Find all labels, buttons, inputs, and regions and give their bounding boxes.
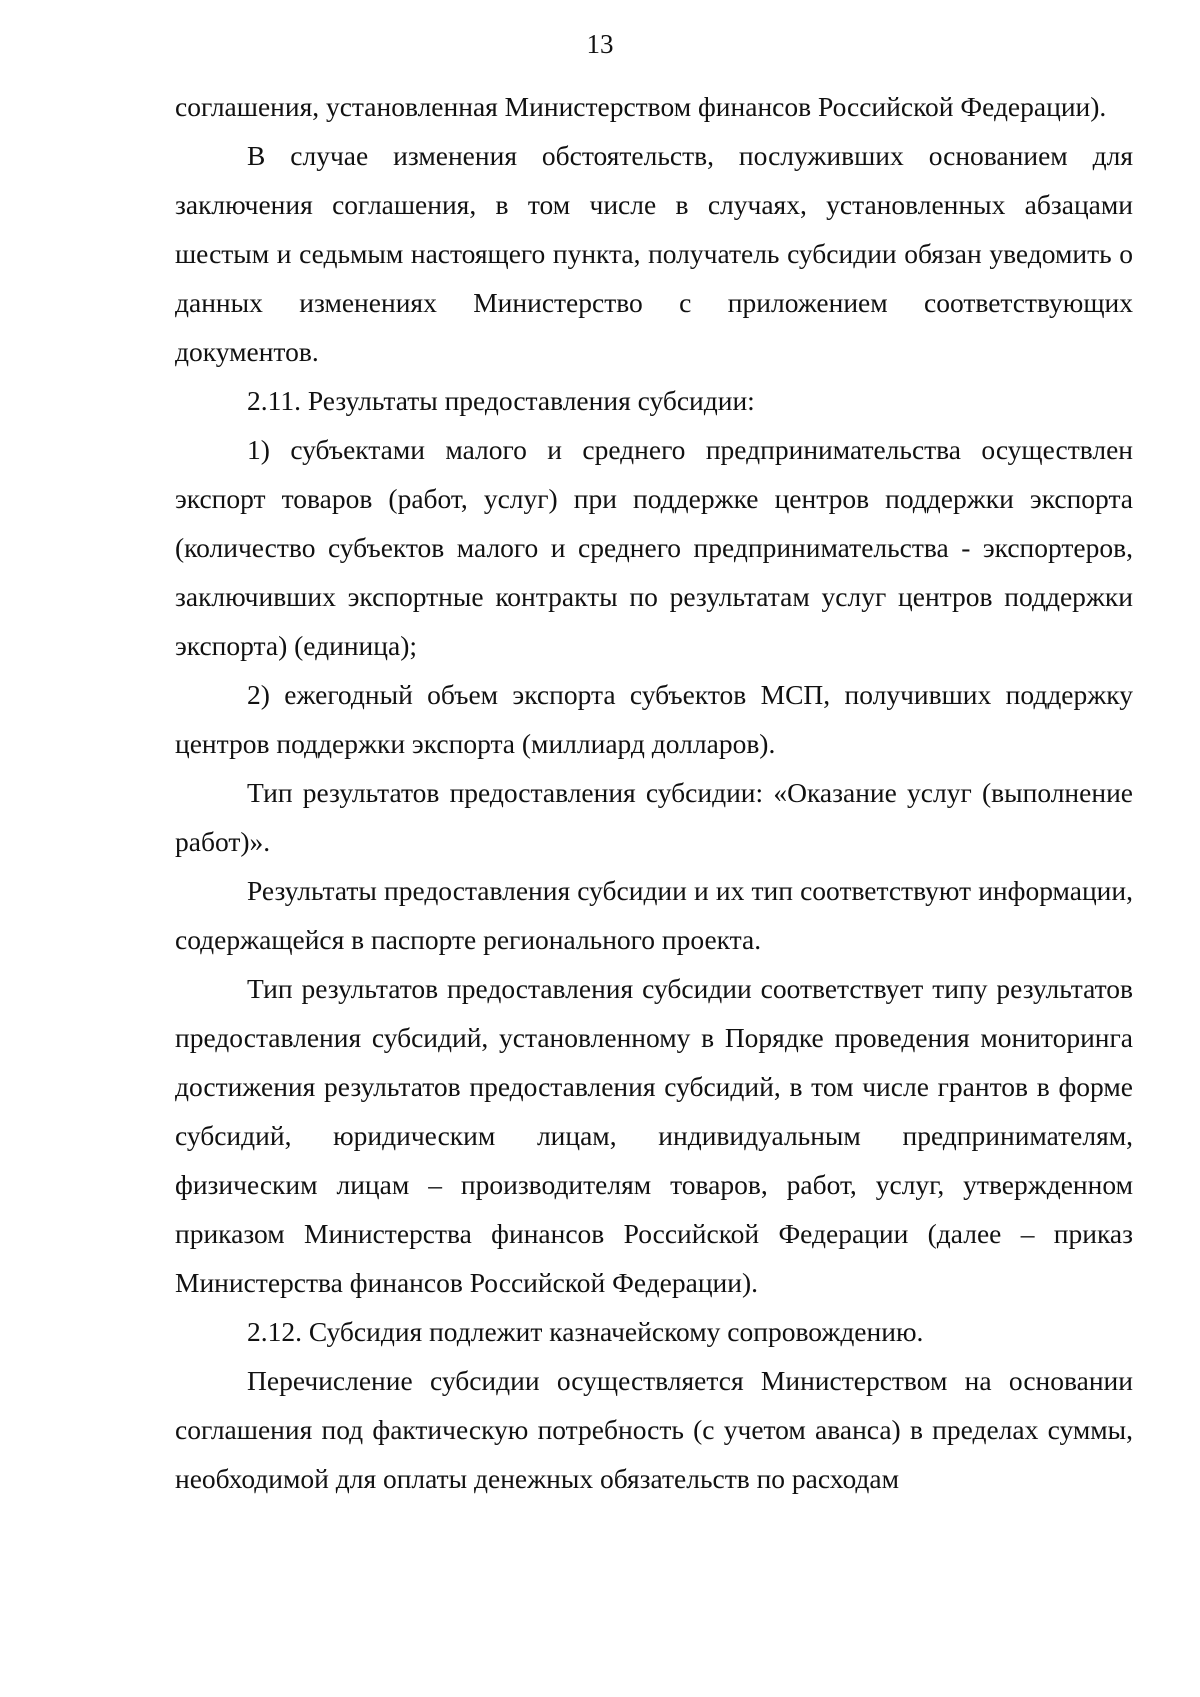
- paragraph-2-12-treasury: 2.12. Субсидия подлежит казначейскому сопровождению.: [247, 1316, 924, 1347]
- paragraph-transfer-of-subsidy: Перечисление субсидии осуществляется Министерством на основании соглашения под фактическую потребность (с учетом аванса) в пределах суммы, необходимой для оплаты денежных обязательств по расходам: [175, 1365, 1133, 1494]
- paragraph-result-2: 2) ежегодный объем экспорта субъектов МСП, получивших поддержку центров поддержки экспорта (миллиард долларов).: [175, 679, 1133, 759]
- page-number: 13: [586, 29, 614, 59]
- paragraph-circumstances-change: В случае изменения обстоятельств, послуживших основанием для заключения соглашения, в том числе в случаях, установленных абзацами шестым и седьмым настоящего пункта, получатель субсидии обязан уведомить о данных изменениях Министерство с приложением соответствующих документов.: [175, 140, 1133, 367]
- paragraph-type-corresponds-order: Тип результатов предоставления субсидии соответствует типу результатов предоставления субсидий, установленному в Порядке проведения мониторинга достижения результатов предоставления субсидий, в том числе грантов в форме субсидий, юридическим лицам, индивидуальным предпринимателям, физическим лицам – производителям товаров, работ, услуг, утвержденном приказом Министерства финансов Российской Федерации (далее – приказ Министерства финансов Российской Федерации).: [175, 973, 1133, 1298]
- paragraph-results-correspond: Результаты предоставления субсидии и их тип соответствуют информации, содержащейся в паспорте регионального проекта.: [175, 875, 1133, 955]
- paragraph-2-11-heading: 2.11. Результаты предоставления субсидии:: [247, 385, 755, 416]
- paragraph-result-type: Тип результатов предоставления субсидии: «Оказание услуг (выполнение работ)».: [175, 777, 1133, 857]
- document-body: [175, 82, 1133, 1503]
- paragraph-result-1: 1) субъектами малого и среднего предпринимательства осуществлен экспорт товаров (работ, услуг) при поддержке центров поддержки экспорта (количество субъектов малого и среднего предпринимательства - экспортеров, заключивших экспортные контракты по результатам услуг центров поддержки экспорта) (единица);: [175, 434, 1133, 661]
- paragraph-agreement-form-end: соглашения, установленная Министерством финансов Российской Федерации).: [175, 91, 1107, 122]
